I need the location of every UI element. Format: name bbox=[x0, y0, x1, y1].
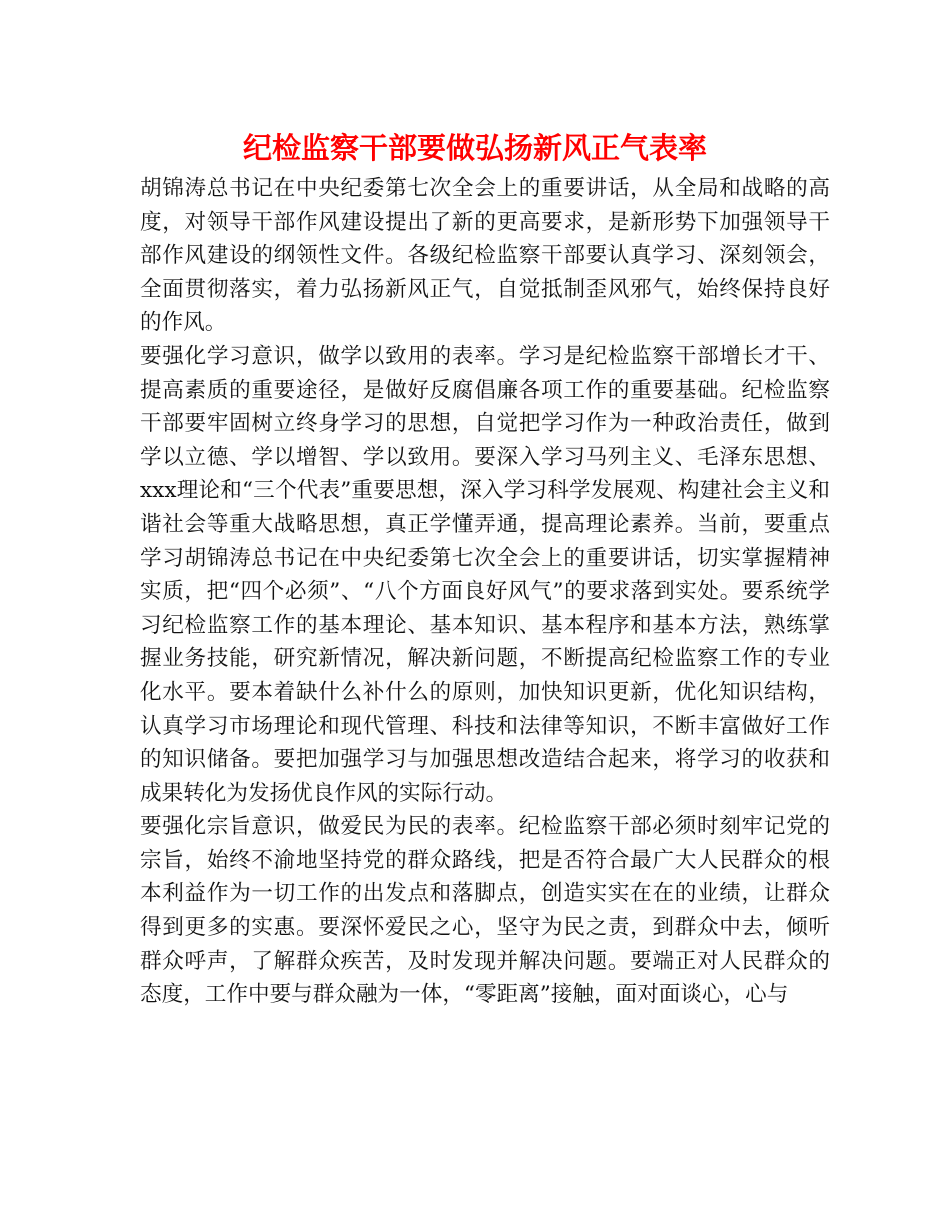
document-title: 纪检监察干部要做弘扬新风正气表率 bbox=[242, 131, 707, 165]
paragraph-purpose: 要强化宗旨意识，做爱民为民的表率。纪检监察干部必须时刻牢记党的宗旨，始终不渝地坚持党的群众路线，把是否符合最广大人民群众的根本利益作为一切工作的出发点和落脚点，创造实实在在的业绩，让群众得到更多的实惠。要深怀爱民之心，坚守为民之责，到群众中去，倾听群众呼声，了解群众疾苦，及时发现并解决问题。要端正对人民群众的态度，工作中要与群众融为一体，“零距离”接触，面对面谈心，心与 bbox=[140, 814, 830, 1008]
paragraph-intro: 胡锦涛总书记在中央纪委第七次全会上的重要讲话，从全局和战略的高度，对领导干部作风建设提出了新的更高要求，是新形势下加强领导干部作风建设的纲领性文件。各级纪检监察干部要认真学习、深刻领会，全面贯彻落实，着力弘扬新风正气，自觉抵制歪风邪气，始终保持良好的作风。 bbox=[140, 176, 830, 336]
document-body bbox=[140, 172, 830, 1012]
paragraph-study: 要强化学习意识，做学以致用的表率。学习是纪检监察干部增长才干、提高素质的重要途径，是做好反腐倡廉各项工作的重要基础。纪检监察干部要牢固树立终身学习的思想，自觉把学习作为一种政治责任，做到学以立德、学以增智、学以致用。要深入学习马列主义、毛泽东思想、xxx理论和“三个代表”重要思想，深入学习科学发展观、构建社会主义和谐社会等重大战略思想，真正学懂弄通，提高理论素养。当前，要重点学习胡锦涛总书记在中央纪委第七次全会上的重要讲话，切实掌握精神实质，把“四个必须”、“八个方面良好风气”的要求落到实处。要系统学习纪检监察工作的基本理论、基本知识、基本程序和基本方法，熟练掌握业务技能，研究新情况，解决新问题，不断提高纪检监察工作的专业化水平。要本着缺什么补什么的原则，加快知识更新，优化知识结构，认真学习市场理论和现代管理、科技和法律等知识，不断丰富做好工作的知识储备。要把加强学习与加强思想改造结合起来，将学习的收获和成果转化为发扬优良作风的实际行动。 bbox=[140, 343, 830, 806]
